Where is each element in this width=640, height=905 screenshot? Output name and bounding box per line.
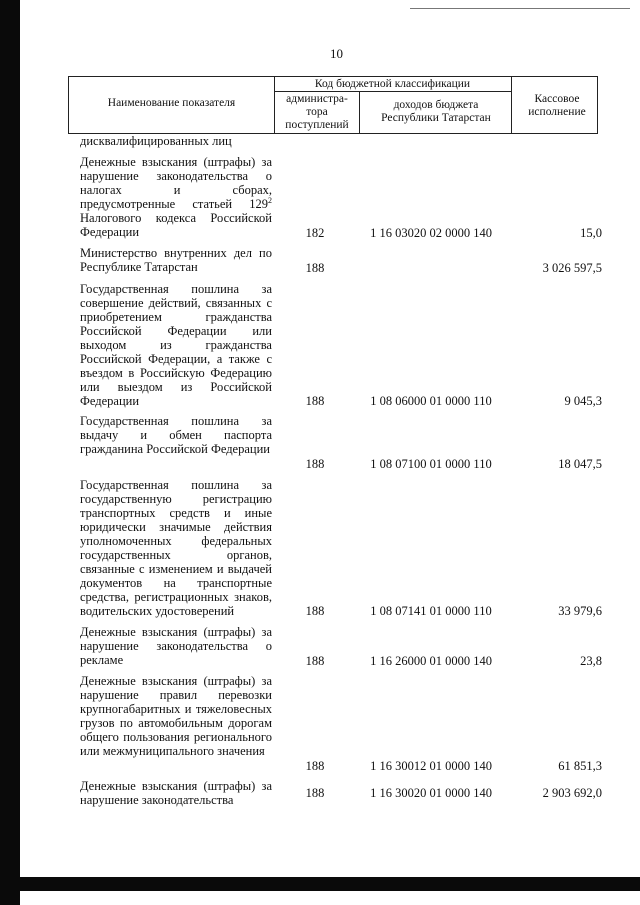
row-admin: 188 bbox=[305, 394, 325, 408]
header-admin: администра-тора поступлений bbox=[285, 93, 349, 131]
row-admin: 182 bbox=[305, 226, 325, 240]
row-amount: 2 903 692,0 bbox=[542, 786, 602, 800]
row-code: 1 08 07141 01 0000 110 bbox=[370, 604, 492, 618]
header-code: доходов бюджета Республики Татарстан bbox=[381, 99, 491, 124]
row-amount: 3 026 597,5 bbox=[542, 261, 602, 275]
scan-top-mark bbox=[410, 8, 630, 9]
row-code: 1 08 06000 01 0000 110 bbox=[370, 394, 492, 408]
header-name: Наименование показателя bbox=[107, 97, 236, 109]
row-amount: 33 979,6 bbox=[558, 604, 602, 618]
row-amount: 23,8 bbox=[580, 654, 602, 668]
row-name: дисквалифицированных лиц bbox=[80, 134, 232, 148]
header-amount: Кассовое исполнение bbox=[528, 93, 586, 118]
scan-border-bottom bbox=[20, 877, 640, 891]
row-name: Денежные взыскания (штрафы) за нарушение правил перевозки крупногабаритных и тяжеловесных грузов по автомобильным дорогам общего пользования регионального или межмуниципального значения bbox=[80, 674, 272, 758]
row-name: Государственная пошлина за совершение действий, связанных с приобретением гражданства Российской Федерации или выходом из гражданства Российской Федерации, а также с въездом в Российскую Федерацию или выездом из Российской Федерации bbox=[80, 282, 272, 408]
header-code-group: Код бюджетной классификации bbox=[314, 78, 471, 90]
row-name: Государственная пошлина за государственную регистрацию транспортных средств и иные юридически значимые действия уполномоченных федеральных государственных органов, связанные с изменением и выдачей документов на транспортные средства, регистрационных знаков, водительских удостоверений bbox=[80, 478, 272, 618]
row-code: 1 16 30012 01 0000 140 bbox=[370, 759, 492, 773]
row-name-text: Денежные взыскания (штрафы) за нарушение законодательства о налогах и сборах, предусмотренные статьей 129 bbox=[80, 155, 272, 211]
row-code: 1 16 26000 01 0000 140 bbox=[370, 654, 492, 668]
row-admin: 188 bbox=[305, 654, 325, 668]
row-name: Денежные взыскания (штрафы) за нарушение законодательства bbox=[80, 779, 272, 807]
page-number: 10 bbox=[330, 46, 343, 61]
row-amount: 15,0 bbox=[580, 226, 602, 240]
row-name-sup: 2 bbox=[268, 195, 272, 205]
row-admin: 188 bbox=[305, 457, 325, 471]
row-admin: 188 bbox=[305, 759, 325, 773]
header-divider bbox=[359, 91, 360, 133]
row-admin: 188 bbox=[305, 604, 325, 618]
row-name-tail: Налогового кодекса Российской Федерации bbox=[80, 211, 272, 239]
header-divider bbox=[511, 77, 512, 133]
row-amount: 9 045,3 bbox=[564, 394, 602, 408]
row-name: Государственная пошлина за выдачу и обмен паспорта гражданина Российской Федерации bbox=[80, 414, 272, 456]
table-header bbox=[68, 76, 598, 134]
row-amount: 18 047,5 bbox=[558, 457, 602, 471]
row-name: Денежные взыскания (штрафы) за нарушение законодательства о рекламе bbox=[80, 625, 272, 667]
row-name: Министерство внутренних дел по Республике Татарстан bbox=[80, 246, 272, 274]
row-code: 1 16 30020 01 0000 140 bbox=[370, 786, 492, 800]
row-admin: 188 bbox=[305, 786, 325, 800]
row-amount: 61 851,3 bbox=[558, 759, 602, 773]
row-code: 1 16 03020 02 0000 140 bbox=[370, 226, 492, 240]
row-code: 1 08 07100 01 0000 110 bbox=[370, 457, 492, 471]
header-divider bbox=[274, 91, 511, 92]
scan-border-left bbox=[0, 0, 20, 905]
row-name bbox=[80, 155, 272, 239]
row-admin: 188 bbox=[305, 261, 325, 275]
